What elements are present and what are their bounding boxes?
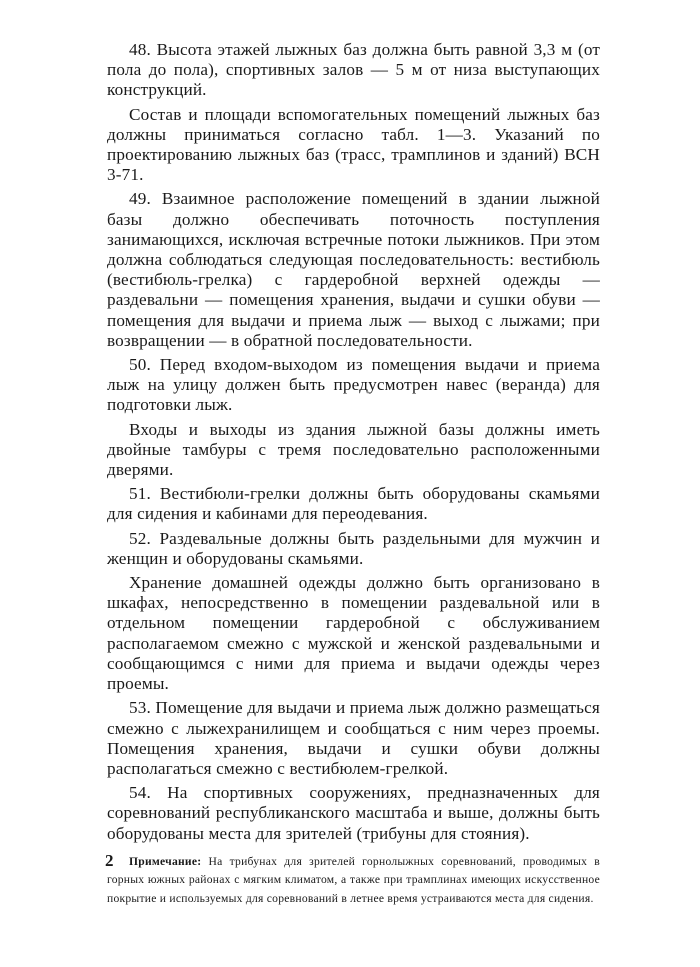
footnote-label: Примечание: — [129, 854, 202, 868]
paragraph-50: 50. Перед входом-выходом из помещения выдачи и приема лыж на улицу должен быть предусмотрен навес (веранда) для подготовки лыж. — [107, 355, 600, 415]
paragraph-49: 49. Взаимное расположение помещений в здании лыжной базы должно обеспечивать поточность поступления занимающихся, исключая встречные потоки лыжников. При этом должна соблюдаться следующая последовательность: вестибюль (вестибюль-грелка) с гардеробной верхней одежды — раздевальни — помещения хранения, выдачи и сушки обуви — помещения для выдачи и приема лыж — выход с лыжами; при возвращении — в обратной последовательности. — [107, 189, 600, 350]
paragraph-52: 52. Раздевальные должны быть раздельными для мужчин и женщин и оборудованы скамьями. — [107, 528, 600, 568]
text-column — [107, 40, 600, 908]
paragraph-50-entrances: Входы и выходы из здания лыжной базы должны иметь двойные тамбуры с тремя последовательно расположенными дверями. — [107, 419, 600, 480]
footnote-text: На трибунах для зрителей горнолыжных соревнований, проводимых в горных южных районах с мягким климатом, а также при трамплинах имеющих искусственное покрытие и используемых для соревнований в летнее время устраиваются места для сидения. — [107, 854, 600, 905]
paragraph-48: 48. Высота этажей лыжных баз должна быть равной 3,3 м (от пола до пола), спортивных залов — 5 м от низа выступающих конструкций. — [107, 40, 600, 100]
page-number: 2 — [105, 851, 114, 870]
paragraph-48-composition: Состав и площади вспомогательных помещений лыжных баз должны приниматься согласно табл. 1—3. Указаний по проектированию лыжных баз (трасс, трамплинов и зданий) ВСН 3-71. — [107, 104, 600, 185]
paragraph-51: 51. Вестибюли-грелки должны быть оборудованы скамьями для сидения и кабинами для переодевания. — [107, 484, 600, 524]
footnote — [107, 853, 600, 909]
paragraph-52-clothing-storage: Хранение домашней одежды должно быть организовано в шкафах, непосредственно в помещении раздевальной или в отдельном помещении гардеробной с обслуживанием располагаемом смежно с мужской и женской раздевальными и сообщающимся с ними для приема и выдачи одежды через проемы. — [107, 573, 600, 694]
paragraph-53: 53. Помещение для выдачи и приема лыж должно размещаться смежно с лыжехранилищем и сообщаться с ним через проемы. Помещения хранения, выдачи и сушки обуви должны располагаться смежно с вестибюлем-грелкой. — [107, 698, 600, 778]
paragraph-54: 54. На спортивных сооружениях, предназначенных для соревнований республиканского масштаба и выше, должны быть оборудованы места для зрителей (трибуны для стояния). — [107, 783, 600, 843]
